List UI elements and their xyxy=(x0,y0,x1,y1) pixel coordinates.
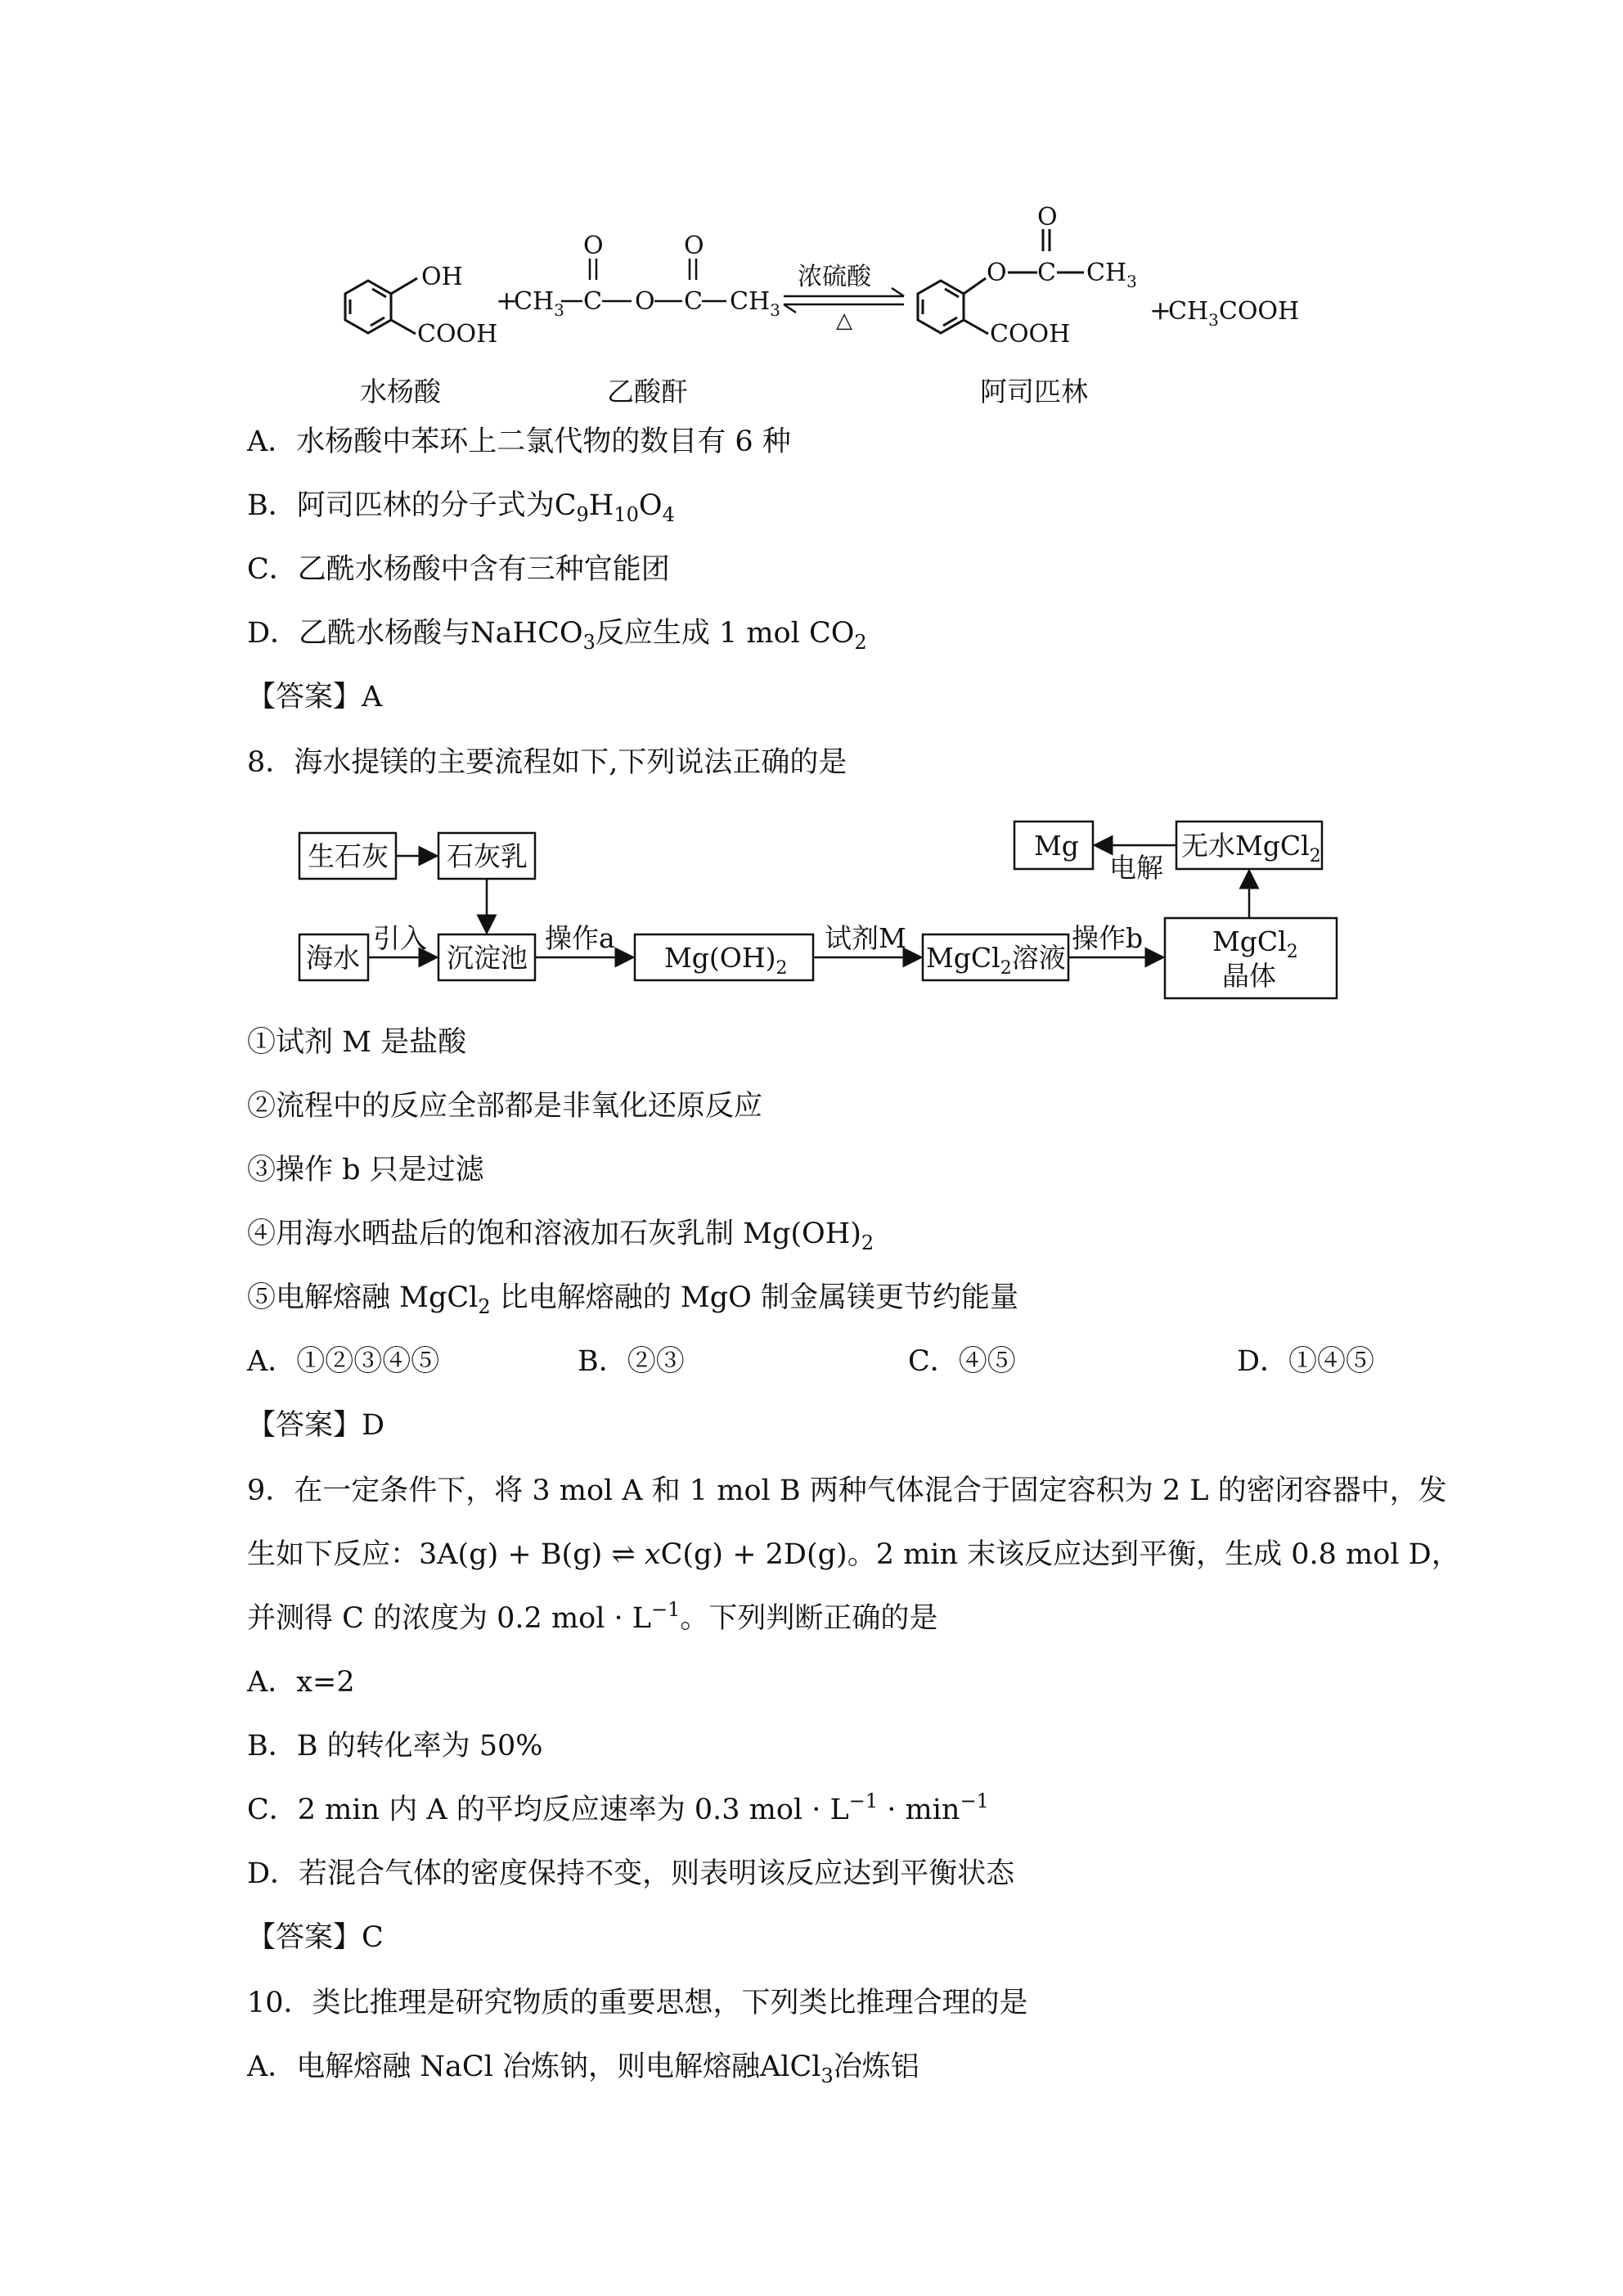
label-salicylic-acid: 水杨酸 xyxy=(360,376,441,407)
aspirin-carbonyl-o: O xyxy=(1037,203,1058,232)
q8-option-a: A．①②③④⑤ xyxy=(247,1345,440,1378)
q8-option-c: C．④⑤ xyxy=(908,1345,1016,1378)
q7-option-a: A．水杨酸中苯环上二氯代物的数目有 6 种 xyxy=(247,425,791,458)
oh-label: OH xyxy=(421,263,463,291)
plus-sign: + xyxy=(496,285,518,316)
q8-statement-4: ④用海水晒盐后的饱和溶液加石灰乳制 $Mg(OH)_2$ xyxy=(247,1218,874,1254)
svg-text:CH3: $CH_3$ xyxy=(1086,259,1137,291)
flow-op-b: 操作b xyxy=(1072,922,1144,954)
carbonyl-c2: C xyxy=(684,287,703,316)
cooh-right-label: COOH xyxy=(990,320,1071,349)
q9-answer: 【答案】C xyxy=(247,1921,384,1954)
q7-answer: 【答案】A xyxy=(247,681,383,714)
condition-heat: △ xyxy=(836,308,852,333)
ch3-a: CH xyxy=(514,287,555,316)
flow-intro: 引入 xyxy=(373,922,427,954)
q7-option-d: D．乙酰水杨酸与NaHCO$_3$反应生成 1 mol $CO_2$ xyxy=(247,617,867,654)
q9-option-a: A．x=2 xyxy=(247,1666,355,1699)
flow-quicklime: 生石灰 xyxy=(308,840,389,872)
condition-acid: 浓硫酸 xyxy=(798,263,871,291)
flow-reagent-m: 试剂M xyxy=(825,922,906,954)
q9-option-b: B．B 的转化率为 50% xyxy=(247,1730,543,1763)
svg-text:CH3COOH: $CH_3COOH$ xyxy=(1168,297,1300,330)
q7-option-c: C．乙酰水杨酸中含有三种官能团 xyxy=(247,553,670,586)
ch3-b: CH xyxy=(730,287,771,316)
bridge-o: O xyxy=(635,287,655,316)
carbonyl-o1: O xyxy=(583,232,604,260)
q8-statement-2: ②流程中的反应全部都是非氧化还原反应 xyxy=(247,1090,763,1123)
flow-mgoh2: Mg(OH) xyxy=(664,942,776,974)
acetic-acid: CH xyxy=(1168,297,1209,326)
q8-statement-3: ③操作 b 只是过滤 xyxy=(247,1154,484,1186)
q9-stem-line2: 生如下反应：3A(g) + B(g) ⇌ 𝑥C(g) + 2D(g)。2 min 末该反应达到平衡，生成 0.8 mol D， xyxy=(247,1538,1460,1571)
q8-option-d: D．①④⑤ xyxy=(1237,1345,1375,1378)
q8-stem: 8．海水提镁的主要流程如下,下列说法正确的是 xyxy=(247,746,847,779)
q8-option-b: B．②③ xyxy=(578,1345,685,1378)
q9-option-c: C．2 min 内 A 的平均反应速率为 0.3 mol · $L^{-1} \cdot \min^{-1}$ xyxy=(247,1790,989,1826)
q7-option-b: B．阿司匹林的分子式为$C_9H_{10}O_4$ xyxy=(247,489,675,526)
label-aspirin: 阿司匹林 xyxy=(980,376,1088,407)
flow-op-a: 操作a xyxy=(545,922,615,954)
aspirin-carbonyl-c: C xyxy=(1037,259,1056,287)
cooh-left-label: COOH xyxy=(417,320,498,349)
svg-text:CH3: $CH_3$ xyxy=(514,287,564,320)
label-acetic-anhydride: 乙酸酐 xyxy=(607,376,688,407)
flow-anhydrous: 无水MgCl xyxy=(1181,830,1310,862)
q9-stem-line3: 并测得 C 的浓度为 0.2 mol · $L^{-1}$。下列判断正确的是 xyxy=(247,1598,938,1635)
flow-crystal-label: 晶体 xyxy=(1222,960,1276,992)
flow-seawater: 海水 xyxy=(306,942,360,974)
flow-crystal-formula: MgCl xyxy=(1212,925,1287,957)
svg-text:无水MgCl2: 无水MgCl$_2$ xyxy=(1181,830,1321,867)
q8-statement-1: ①试剂 M 是盐酸 xyxy=(247,1026,467,1059)
q9-option-d: D．若混合气体的密度保持不变，则表明该反应达到平衡状态 xyxy=(247,1857,1015,1890)
aspirin-ester-o: O xyxy=(987,259,1007,287)
q10-option-a: A．电解熔融 NaCl 冶炼钠，则电解熔融AlCl$_3$冶炼铝 xyxy=(247,2051,919,2087)
flow-limemilk: 石灰乳 xyxy=(447,840,528,872)
q9-stem-line1: 9．在一定条件下，将 3 mol A 和 1 mol B 两种气体混合于固定容积为 2 L 的密闭容器中，发 xyxy=(247,1474,1447,1507)
flow-mgcl2-solution: MgCl xyxy=(926,942,1000,974)
aspirin-ch3: CH xyxy=(1086,259,1127,287)
flow-electrolysis: 电解 xyxy=(1109,852,1163,884)
carbonyl-o2: O xyxy=(684,232,704,260)
q8-statement-5: ⑤电解熔融 MgCl$_2$ 比电解熔融的 MgO 制金属镁更节约能量 xyxy=(247,1281,1018,1318)
plus-sign-2: + xyxy=(1149,295,1171,326)
flow-tank: 沉淀池 xyxy=(447,942,528,974)
flow-mg: Mg xyxy=(1034,830,1079,862)
svg-text:MgCl2溶液: MgCl$_2$溶液 xyxy=(926,942,1066,979)
svg-text:MgCl2: MgCl$_2$ xyxy=(1212,925,1298,962)
carbonyl-c1: C xyxy=(583,287,602,316)
q8-answer: 【答案】D xyxy=(247,1409,385,1442)
mg-flowchart xyxy=(0,0,1623,1015)
svg-text:CH3: $CH_3$ xyxy=(730,287,780,320)
svg-text:Mg(OH)2: $Mg(OH)_2$ xyxy=(664,942,788,979)
q10-stem: 10．类比推理是研究物质的重要思想，下列类比推理合理的是 xyxy=(247,1987,1028,2019)
